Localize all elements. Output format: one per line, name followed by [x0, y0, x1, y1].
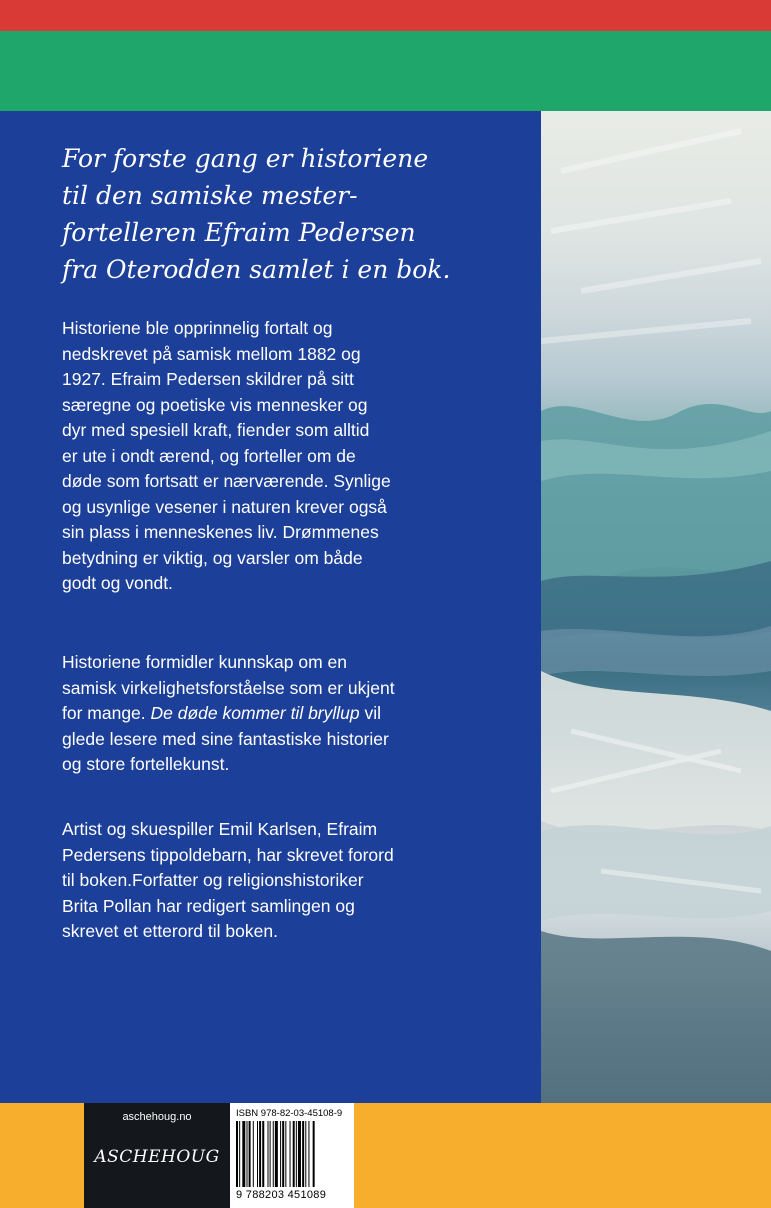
barcode-icon [236, 1121, 348, 1187]
description-paragraph-1 [62, 316, 532, 597]
text-line: glede lesere med sine fantastiske historier [62, 728, 389, 749]
text-line: godt og vondt. [62, 573, 173, 593]
publisher-logo: ASCHEHOUG [94, 1147, 220, 1167]
landscape-painting-image [541, 111, 771, 1103]
text-line: samisk virkelighetsforståelse som er ukjent [62, 677, 395, 698]
lead-line: fortelleren Efraim Pedersen [62, 218, 416, 247]
barcode-area [230, 1103, 354, 1208]
isbn-label: ISBN 978-82-03-45108-9 [236, 1108, 343, 1119]
text-line: betydning er viktig, og varsler om både [62, 547, 363, 568]
publisher-logo-box [84, 1103, 230, 1208]
lead-line: til den samiske mester- [62, 181, 358, 210]
text-line: nedskrevet på samisk mellom 1882 og [62, 343, 361, 364]
description-paragraph-3 [62, 817, 532, 945]
text-line: Artist og skuespiller Emil Karlsen, Efraim [62, 819, 378, 839]
text-line: Brita Pollan har redigert samlingen og [62, 895, 355, 916]
text-fragment: vil [359, 703, 382, 723]
text-line: døde som fortsatt er nærværende. Synlige [62, 471, 391, 491]
green-top-stripe [0, 31, 771, 111]
painting-strokes [541, 111, 771, 1103]
text-line: skrevet et etterord til boken. [62, 921, 278, 941]
text-line: til boken.Forfatter og religionshistoriker [62, 870, 364, 890]
text-line: sin plass i menneskenes liv. Drømmenes [62, 522, 379, 542]
text-line [62, 701, 532, 727]
text-line: Historiene formidler kunnskap om en [62, 652, 347, 672]
lead-line: For forste gang er historiene [62, 144, 429, 173]
text-line: særegne og poetiske vis mennesker og [62, 394, 368, 415]
text-line: og usynlige vesener i naturen krever også [62, 496, 387, 517]
text-line: og store fortellekunst. [62, 754, 230, 774]
barcode-digits: 9 788203 451089 [236, 1189, 327, 1201]
text-line: Pedersens tippoldebarn, har skrevet forord [62, 844, 394, 865]
text-line: Historiene ble opprinnelig fortalt og [62, 318, 333, 338]
text-line: 1927. Efraim Pedersen skildrer på sitt [62, 369, 354, 389]
text-fragment: for mange. [62, 703, 151, 723]
book-title: De døde kommer til bryllup [150, 703, 360, 723]
lead-quote [62, 140, 532, 288]
red-top-stripe [0, 0, 771, 31]
text-line: dyr med spesiell kraft, fiender som alltid [62, 420, 370, 440]
description-paragraph-2 [62, 650, 532, 778]
publisher-url: aschehoug.no [122, 1111, 192, 1123]
text-line: er ute i ondt ærend, og forteller om de [62, 445, 356, 466]
lead-line: fra Oterodden samlet i en bok. [62, 255, 451, 284]
